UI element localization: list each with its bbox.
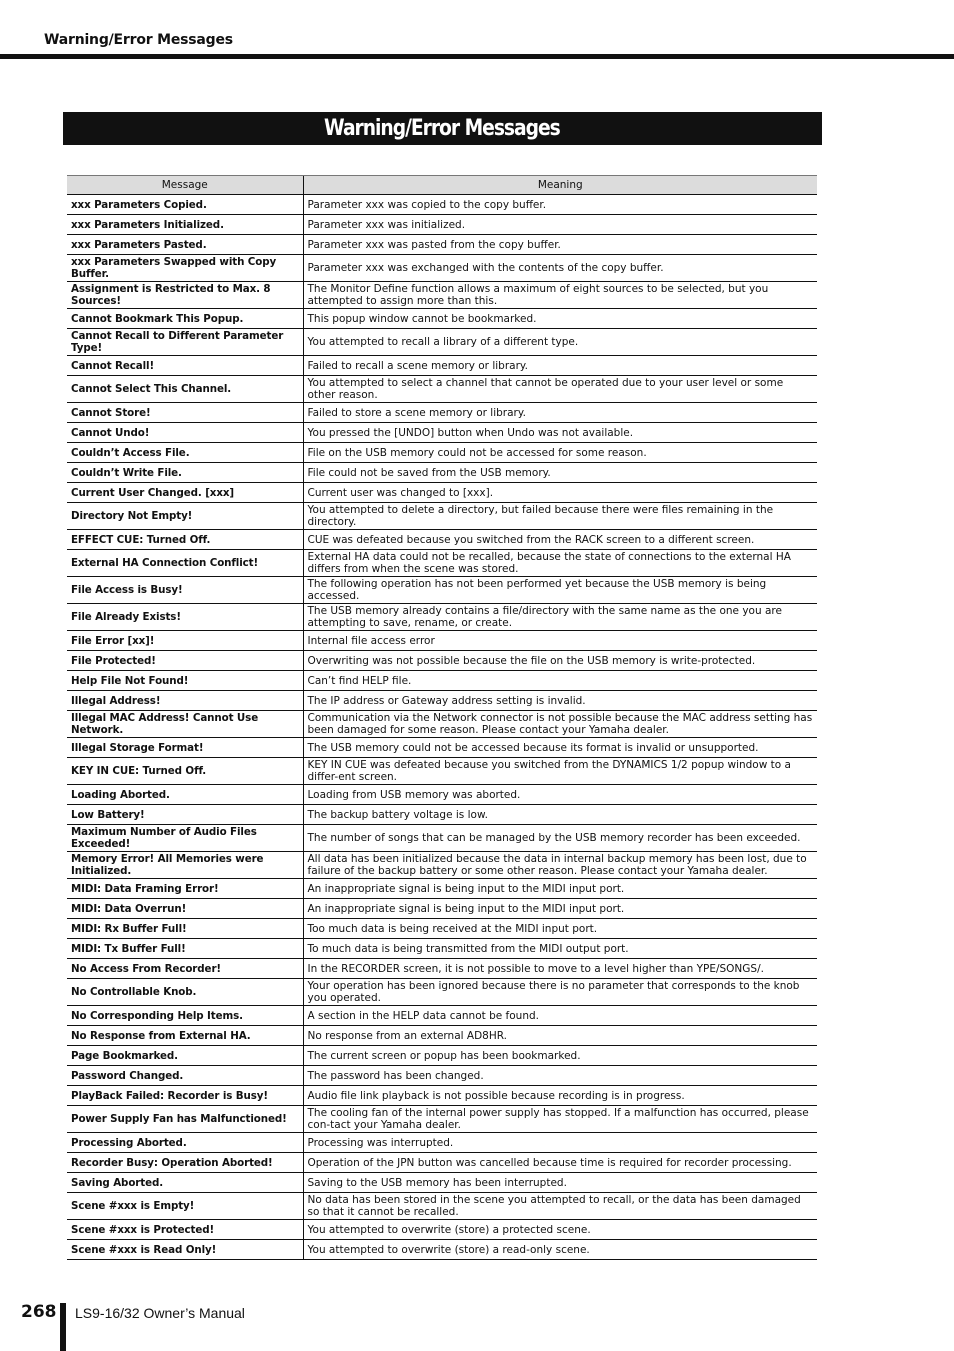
message-cell: xxx Parameters Initialized. [67,215,303,235]
meaning-cell: The password has been changed. [303,1066,817,1086]
message-cell: Cannot Recall to Different Parameter Type! [67,329,303,356]
message-cell: File Access is Busy! [67,577,303,604]
table-row [67,671,817,691]
table-header-row [67,176,817,195]
table-row [67,879,817,899]
section-title: Warning/Error Messages [324,116,560,141]
message-cell: EFFECT CUE: Turned Off. [67,530,303,550]
running-header: Warning/Error Messages [44,32,233,48]
meaning-cell: You attempted to overwrite (store) a read-only scene. [303,1240,817,1260]
meaning-cell: To much data is being transmitted from the MIDI output port. [303,939,817,959]
message-cell: Help File Not Found! [67,671,303,691]
table-row [67,651,817,671]
table-row [67,1066,817,1086]
message-cell: MIDI: Data Framing Error! [67,879,303,899]
message-cell: Couldn’t Write File. [67,463,303,483]
table-row [67,1240,817,1260]
meaning-cell: The current screen or popup has been bookmarked. [303,1046,817,1066]
table-row [67,1153,817,1173]
meaning-cell: You attempted to select a channel that cannot be operated due to your user level or some other reason. [303,376,817,403]
table-row [67,550,817,577]
table-row [67,785,817,805]
meaning-cell: Your operation has been ignored because there is no parameter that corresponds to the knob you operated. [303,979,817,1006]
table-row [67,1086,817,1106]
table-row [67,919,817,939]
meaning-cell: Parameter xxx was pasted from the copy buffer. [303,235,817,255]
meaning-cell: Operation of the JPN button was cancelled because time is required for recorder processing. [303,1153,817,1173]
table-row [67,825,817,852]
message-cell: Saving Aborted. [67,1173,303,1193]
table-row [67,939,817,959]
message-cell: No Controllable Knob. [67,979,303,1006]
message-cell: Illegal Storage Format! [67,738,303,758]
message-cell: PlayBack Failed: Recorder is Busy! [67,1086,303,1106]
message-cell: Recorder Busy: Operation Aborted! [67,1153,303,1173]
page-number: 268 [21,1302,57,1322]
meaning-cell: Too much data is being received at the MIDI input port. [303,919,817,939]
manual-title: LS9-16/32 Owner’s Manual [75,1305,245,1321]
message-cell: Couldn’t Access File. [67,443,303,463]
meaning-cell: Overwriting was not possible because the file on the USB memory is write-protected. [303,651,817,671]
meaning-cell: No response from an external AD8HR. [303,1026,817,1046]
meaning-cell: The USB memory already contains a file/directory with the same name as the one you are attempting to save, rename, or create. [303,604,817,631]
meaning-cell: Audio file link playback is not possible because recording is in progress. [303,1086,817,1106]
message-cell: xxx Parameters Copied. [67,195,303,215]
table-row [67,711,817,738]
table-row [67,1046,817,1066]
message-cell: Memory Error! All Memories were Initialized. [67,852,303,879]
message-cell: Scene #xxx is Protected! [67,1220,303,1240]
message-table-body [67,195,817,1260]
message-cell: Power Supply Fan has Malfunctioned! [67,1106,303,1133]
meaning-cell: Failed to store a scene memory or library. [303,403,817,423]
meaning-cell: Communication via the Network connector is not possible because the MAC address setting has been damaged for some reason. Please contact your Yamaha dealer. [303,711,817,738]
section-banner [63,112,822,145]
message-cell: MIDI: Data Overrun! [67,899,303,919]
meaning-cell: The IP address or Gateway address setting is invalid. [303,691,817,711]
table-row [67,235,817,255]
meaning-cell: File on the USB memory could not be accessed for some reason. [303,443,817,463]
table-row [67,979,817,1006]
meaning-cell: You attempted to overwrite (store) a protected scene. [303,1220,817,1240]
meaning-cell: Internal file access error [303,631,817,651]
message-cell: Cannot Recall! [67,356,303,376]
meaning-cell: In the RECORDER screen, it is not possible to move to a level higher than YPE/SONGS/. [303,959,817,979]
table-row [67,1193,817,1220]
table-row [67,631,817,651]
table-row [67,758,817,785]
table-row [67,376,817,403]
table-row [67,329,817,356]
message-cell: Page Bookmarked. [67,1046,303,1066]
meaning-cell: Current user was changed to [xxx]. [303,483,817,503]
meaning-cell: Failed to recall a scene memory or library. [303,356,817,376]
table-row [67,255,817,282]
table-row [67,282,817,309]
meaning-cell: Parameter xxx was exchanged with the contents of the copy buffer. [303,255,817,282]
meaning-cell: An inappropriate signal is being input to the MIDI input port. [303,879,817,899]
meaning-cell: Loading from USB memory was aborted. [303,785,817,805]
meaning-cell: You pressed the [UNDO] button when Undo was not available. [303,423,817,443]
column-header-meaning: Meaning [303,176,817,195]
table-row [67,309,817,329]
meaning-cell: You attempted to recall a library of a different type. [303,329,817,356]
message-cell: xxx Parameters Pasted. [67,235,303,255]
meaning-cell: An inappropriate signal is being input to the MIDI input port. [303,899,817,919]
message-cell: Scene #xxx is Empty! [67,1193,303,1220]
message-cell: Processing Aborted. [67,1133,303,1153]
message-cell: File Already Exists! [67,604,303,631]
message-cell: Current User Changed. [xxx] [67,483,303,503]
message-cell: Directory Not Empty! [67,503,303,530]
meaning-cell: The number of songs that can be managed by the USB memory recorder has been exceeded. [303,825,817,852]
meaning-cell: The following operation has not been performed yet because the USB memory is being accessed. [303,577,817,604]
table-row [67,738,817,758]
table-row [67,530,817,550]
table-row [67,443,817,463]
meaning-cell: External HA data could not be recalled, because the state of connections to the external HA differs from when the scene was stored. [303,550,817,577]
meaning-cell: A section in the HELP data cannot be found. [303,1006,817,1026]
table-row [67,1220,817,1240]
meaning-cell: File could not be saved from the USB memory. [303,463,817,483]
message-cell: Illegal Address! [67,691,303,711]
message-cell: No Corresponding Help Items. [67,1006,303,1026]
meaning-cell: Processing was interrupted. [303,1133,817,1153]
message-cell: MIDI: Rx Buffer Full! [67,919,303,939]
table-row [67,577,817,604]
message-cell: File Error [xx]! [67,631,303,651]
meaning-cell: The Monitor Define function allows a maximum of eight sources to be selected, but you attempted to assign more than this. [303,282,817,309]
table-row [67,899,817,919]
message-cell: xxx Parameters Swapped with Copy Buffer. [67,255,303,282]
message-cell: Cannot Store! [67,403,303,423]
message-cell: Maximum Number of Audio Files Exceeded! [67,825,303,852]
message-cell: MIDI: Tx Buffer Full! [67,939,303,959]
meaning-cell: You attempted to delete a directory, but failed because there were files remaining in the directory. [303,503,817,530]
meaning-cell: Can’t find HELP file. [303,671,817,691]
table-row [67,1173,817,1193]
meaning-cell: The cooling fan of the internal power supply has stopped. If a malfunction has occurred, please con-tact your Yamaha dealer. [303,1106,817,1133]
message-cell: Illegal MAC Address! Cannot Use Network. [67,711,303,738]
message-cell: Low Battery! [67,805,303,825]
message-cell: No Access From Recorder! [67,959,303,979]
meaning-cell: Parameter xxx was copied to the copy buffer. [303,195,817,215]
table-row [67,356,817,376]
meaning-cell: Saving to the USB memory has been interrupted. [303,1173,817,1193]
message-cell: Scene #xxx is Read Only! [67,1240,303,1260]
table-row [67,1006,817,1026]
table-row [67,805,817,825]
message-cell: No Response from External HA. [67,1026,303,1046]
header-rule [0,54,954,59]
table-row [67,959,817,979]
message-cell: Loading Aborted. [67,785,303,805]
meaning-cell: The USB memory could not be accessed because its format is invalid or unsupported. [303,738,817,758]
message-cell: Cannot Bookmark This Popup. [67,309,303,329]
table-row [67,604,817,631]
column-header-message: Message [67,176,303,195]
message-cell: Password Changed. [67,1066,303,1086]
table-row [67,403,817,423]
table-row [67,483,817,503]
meaning-cell: All data has been initialized because the data in internal backup memory has been lost, due to failure of the backup battery or some other reason. Please contact your Yamaha dealer. [303,852,817,879]
message-cell: External HA Connection Conflict! [67,550,303,577]
table-row [67,691,817,711]
meaning-cell: KEY IN CUE was defeated because you switched from the DYNAMICS 1/2 popup window to a differ-ent screen. [303,758,817,785]
table-row [67,195,817,215]
table-row [67,215,817,235]
table-row [67,463,817,483]
meaning-cell: This popup window cannot be bookmarked. [303,309,817,329]
table-row [67,503,817,530]
message-cell: Cannot Select This Channel. [67,376,303,403]
message-cell: File Protected! [67,651,303,671]
table-row [67,1133,817,1153]
table-row [67,852,817,879]
message-table [67,175,817,1260]
meaning-cell: CUE was defeated because you switched from the RACK screen to a different screen. [303,530,817,550]
meaning-cell: The backup battery voltage is low. [303,805,817,825]
table-row [67,1106,817,1133]
meaning-cell: Parameter xxx was initialized. [303,215,817,235]
meaning-cell: No data has been stored in the scene you attempted to recall, or the data has been damaged so that it cannot be recalled. [303,1193,817,1220]
footer-bar [60,1303,66,1351]
table-row [67,1026,817,1046]
message-cell: KEY IN CUE: Turned Off. [67,758,303,785]
table-row [67,423,817,443]
message-cell: Cannot Undo! [67,423,303,443]
message-cell: Assignment is Restricted to Max. 8 Sources! [67,282,303,309]
